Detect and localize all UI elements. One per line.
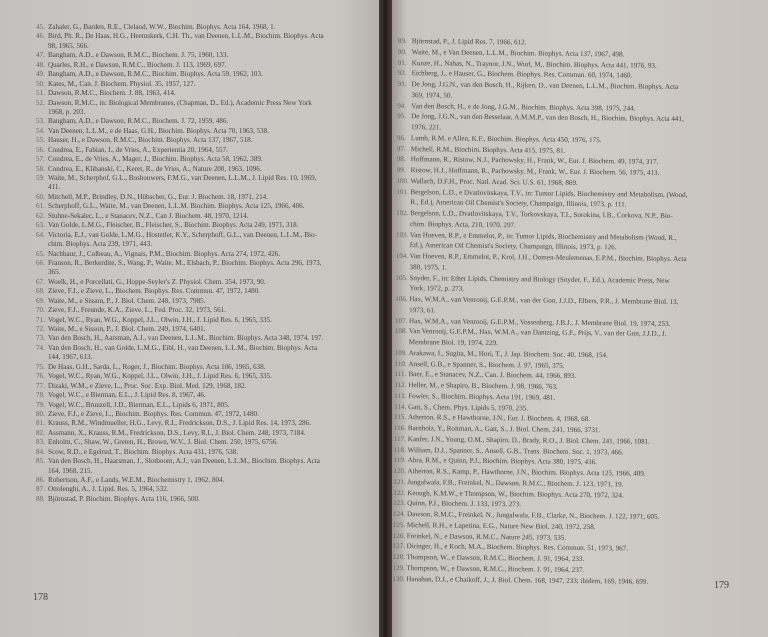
- reference-line: [36, 99, 324, 108]
- reference-entry: [36, 287, 324, 296]
- reference-number: 121.: [393, 477, 406, 486]
- reference-line: [36, 259, 324, 268]
- reference-text: Thompson, W., e Dawson, R.M.C., Biochem. J. 91, 1964, 233.: [406, 553, 585, 563]
- reference-text: De Jong, J.G.N., van den Bosch, H., Rijken, D., van Deenen, L.L.M., Biochim. Biophys. Acta: [411, 80, 679, 91]
- reference-text: Franson, R., Berkerdite, S., Wang, P., Waite, M., Elsbach, P., Biochim. Biophys. Acta 296, 1973,: [48, 258, 322, 267]
- reference-text: Victoria, E.J., van Golde, L.M.G., Hostetler, K.Y., Scherphoff, G.L., van Deenen, L.L.M., Bio-: [48, 230, 317, 239]
- reference-number: 92.: [397, 69, 407, 78]
- reference-text: Woelk, H., e Porcellati, G., Hoppe-Seyler's Z. Physiol. Chem. 354, 1973, 90.: [48, 277, 266, 286]
- reference-text: Vogel, W.C., Ryan, W.G., Koppel, J.L., Olwin, J.H., J. Lipid Res. 6, 1965, 335.: [48, 372, 272, 381]
- reference-number: 88.: [36, 494, 45, 503]
- reference-text: Van den Bosch, H., van Golde, L.M.G., Eibl, H., van Deenen, L.L.M., Biochim. Biophys. Acta: [48, 343, 318, 352]
- reference-text: Atherton, R.S., Kamp, P., Hawthorne, J.N., Biochim. Biophys. Acta 125, 1966, 409.: [407, 467, 646, 478]
- page-number: 178: [33, 592, 48, 603]
- reference-text: Vogel, W.C., Brunzell, J.D., Bierman, E.L., Lipids 6, 1971, 805.: [48, 400, 230, 409]
- reference-number: 76.: [36, 372, 45, 381]
- reference-text: Van Deenen, L.L.M., e de Haas, G.H., Biochim. Biophys. Acta 70, 1963, 538.: [48, 126, 270, 135]
- page-number: 179: [714, 580, 729, 591]
- reference-text: Kates, M., Can. J. Biochem. Physiol. 35, 1957, 127.: [48, 79, 196, 88]
- reference-number: 98.: [396, 155, 406, 164]
- reference-line: [36, 174, 324, 183]
- reference-continuation: Ed.), American Oil Chemist's Society, Champaign, Illinois, 1973, p. 126.: [409, 241, 617, 252]
- reference-text: Hoffmann, R., Ristow, N.J., Pachowsky, H., Frank, W., Eur. J. Biochem. 49, 1974, 317.: [410, 155, 659, 166]
- reference-line: [36, 193, 324, 202]
- reference-number: 115.: [393, 413, 407, 422]
- reference-line: [36, 278, 324, 287]
- reference-line: [36, 117, 324, 126]
- reference-entry: [36, 51, 324, 60]
- reference-entry: [36, 23, 324, 32]
- reference-text: Bangham, A.D., e Dawson, R.M.C., Biochem. J. 75, 1960, 133.: [48, 51, 229, 60]
- reference-line: [36, 32, 324, 41]
- reference-text: Arakawa, I., Sugita, M., Hori, T., J. Jap. Biochem. Soc. 40, 1968, 154.: [408, 348, 608, 359]
- reference-line: [36, 419, 324, 428]
- reference-number: 116.: [393, 423, 407, 433]
- reference-number: 85.: [36, 457, 45, 466]
- reference-number: 114.: [394, 402, 407, 411]
- reference-text: Björnstad, P., J. Lipid Res. 7, 1966, 612.: [411, 37, 527, 47]
- reference-text: Zieve, F.J., e Zieve, L., Biochim. Biophys. Res. Commun. 47, 1972, 1480.: [48, 409, 259, 418]
- reference-number: 56.: [36, 145, 45, 154]
- reference-text: Waite, M., e Van Deenen, L.L.M., Biochim. Biophys. Acta 137, 1967, 498.: [411, 47, 625, 59]
- reference-text: Baer, E., e Stanacev, N.Z., Can. J. Biochem. 44, 1966, 893.: [408, 370, 577, 381]
- reference-entry: [36, 221, 324, 230]
- reference-line: [36, 250, 324, 259]
- reference-line: [36, 495, 324, 504]
- reference-text: Quinn, P.J., Biochem. J. 133, 1973, 273.: [407, 499, 522, 509]
- reference-text: Jungalwala, F.B., Freinkel, N., Dawson, R.M.C., Biochem. J. 123, 1971, 19.: [407, 477, 624, 489]
- reference-text: Van Hoeven, R.P., e Emmelot, P., in: Tumor Lipids, Biochemistry and Metabolism (Wood, R.,: [409, 230, 677, 242]
- reference-text: Bergelson, L.D., Dvatlovitskaya, T.V., Torkovskaya, T.I., Sorokina, I.B., Corkova, N.P., Bio-: [410, 209, 673, 220]
- reference-number: 66.: [36, 258, 45, 267]
- reference-line: [36, 306, 324, 315]
- reference-text: Vogel, W.C., Ryan, W.G., Koppel, J.L., Olwin, J.H., J. Lipid Res. 6, 1965, 335.: [48, 315, 272, 324]
- reference-number: 100.: [396, 176, 409, 185]
- reference-text: De Haas, G.H., Sarda, L., Roger, J., Biochim. Biophys. Acta 106, 1965, 638.: [48, 362, 266, 371]
- reference-number: 80.: [36, 409, 45, 418]
- reference-number: 112.: [394, 380, 407, 390]
- reference-number: 90.: [397, 47, 407, 56]
- reference-text: Thompson, W., e Dawson, R.M.C., Biochem. J. 91, 1964, 237.: [406, 563, 585, 574]
- reference-continuation: 1976, 221.: [411, 123, 442, 132]
- reference-number: 126.: [392, 531, 406, 540]
- reference-line: [36, 146, 324, 155]
- reference-number: 69.: [36, 296, 45, 305]
- reference-line: [36, 212, 324, 221]
- reference-continuation: 1968, p. 203.: [48, 107, 86, 116]
- reference-line: [36, 155, 324, 164]
- reference-entry: [36, 316, 324, 325]
- reference-number: 127.: [392, 542, 406, 551]
- reference-text: Van den Bosch, H., e de Jong, J.G.M., Biochim. Biophys. Acta 398, 1975, 244.: [411, 101, 636, 112]
- reference-number: 72.: [36, 325, 45, 333]
- reference-entry: [36, 344, 324, 363]
- reference-entry: [395, 326, 686, 351]
- reference-text: Bird, Ph. R., De Haas, H.G., Heemskerk, C.H. Th., van Deenen, L.L.M., Biochim. Biophys. Acta: [48, 32, 324, 41]
- reference-number: 104.: [395, 251, 409, 261]
- reference-entry: [36, 495, 324, 504]
- reference-number: 48.: [36, 60, 45, 69]
- reference-number: 105.: [395, 273, 408, 282]
- reference-number: 62.: [36, 211, 45, 220]
- reference-continuation: chim. Biophys. Acta 239, 1971, 443.: [48, 240, 153, 249]
- reference-line: [36, 89, 324, 98]
- reference-text: Bangham, A.D., e Dawson, R.M.C., Biochem. J. 72, 1959, 486.: [48, 117, 229, 126]
- reference-continuation: 369, 1974, 50.: [411, 90, 453, 100]
- reference-entry: [396, 186, 687, 211]
- reference-number: 97.: [396, 144, 406, 153]
- reference-number: 125.: [392, 520, 406, 529]
- reference-entry: [36, 485, 324, 494]
- reference-text: Condrea, E., Klibanski, C., Keret, R., de Vries, A., Nature 200, 1963, 1096.: [48, 164, 262, 173]
- reference-entry: [36, 401, 324, 410]
- reference-number: 84.: [36, 447, 45, 456]
- reference-list: [392, 36, 689, 587]
- reference-entry: [36, 193, 324, 202]
- reference-text: Ansell, G.B., e Spanner, S., Biochem. J. 97, 1965, 375.: [408, 359, 565, 370]
- reference-entry: [36, 155, 324, 164]
- reference-text: Björnstad, P. Biochim. Biophys. Acta 116, 1966, 500.: [48, 494, 200, 503]
- reference-entry: [36, 136, 324, 145]
- reference-number: 52.: [36, 98, 45, 107]
- reference-text: Quarles, R.H., e Dawson, R.M.C., Biochem. J. 113, 1969, 697.: [48, 60, 227, 69]
- reference-line: [36, 391, 324, 400]
- reference-text: Ottolenghi, A., J. Lipid. Res. 5, 1964, 532.: [48, 485, 169, 494]
- reference-continuation: 98, 1965, 566.: [48, 41, 89, 50]
- reference-text: Mitchell, M.P., Brindley, D.N., Hübscher, G., Eur. J. Biochem. 18, 1971, 214.: [48, 192, 268, 201]
- reference-entry: [36, 174, 324, 193]
- reference-number: 50.: [36, 79, 45, 88]
- reference-continuation: R., Ed.), American Oil Chemist's Society, Champaign, Illinois, 1973, p. 111.: [410, 198, 627, 209]
- reference-number: 68.: [36, 287, 45, 296]
- reference-line: [36, 202, 324, 211]
- reference-text: Zahaler, G., Barden, R.E., Cleland, W.W., Biochim. Biophys. Acta 164, 1968, 1.: [48, 23, 276, 31]
- reference-number: 129.: [392, 563, 405, 572]
- reference-entry: [396, 251, 687, 276]
- reference-number: 54.: [36, 126, 45, 135]
- reference-continuation: 144, 1967, 613.: [48, 353, 93, 362]
- reference-entry: [396, 229, 687, 254]
- reference-text: Barnholz, Y., Roitman, A., Gatt, S., J. Biol. Chem. 241, 1966, 3731.: [407, 424, 601, 435]
- reference-number: 53.: [36, 117, 45, 126]
- reference-number: 58.: [36, 164, 45, 173]
- reference-text: Hanahan, D.J., e Chaikoff, J., J. Biol. Chem. 168, 1947, 233; ibidem, 169, 1946, 699.: [406, 574, 649, 586]
- reference-number: 78.: [36, 391, 45, 400]
- right-page: [392, 0, 768, 637]
- reference-text: Waite, M., e Sisson, P., J. Biol. Chem. 248, 1973, 7985.: [48, 296, 206, 305]
- reference-entry: [36, 325, 324, 334]
- reference-text: Hax, W.M.A., van Venrooij, G.E.P.M., van der Gon, J.J.D., Elbers, P.R., J. Membrane Biol. 13,: [409, 295, 679, 306]
- reference-text: Michell, R.H., e Lapetina, E.G., Nature New Biol. 240, 1972, 258.: [406, 520, 596, 531]
- reference-number: 91.: [397, 58, 407, 67]
- reference-continuation: chim. Biophys. Acta, 210, 1970, 297.: [409, 219, 516, 229]
- reference-number: 46.: [36, 32, 45, 41]
- reference-text: Keough, K.M.W., e Thompson, W., Biochim. Biophys. Acta 270, 1972, 324.: [407, 488, 624, 499]
- reference-line: [36, 438, 324, 447]
- reference-entry: [36, 306, 324, 315]
- reference-line: [36, 61, 324, 70]
- reference-text: Nachbaur, J., Colbeau, A., Vignais, P.M., Biochim. Biophys. Acta 274, 1972, 426.: [48, 249, 281, 258]
- reference-text: Dawson, R.M.C., Freinkel, N., Jungalwala, F.B., Clarke, N., Biochem. J. 122, 1971, 605.: [406, 510, 660, 521]
- reference-number: 61.: [36, 202, 45, 211]
- reference-number: 82.: [36, 428, 45, 437]
- reference-text: De Jong, J.G.N., van den Besselaar, A.M.M.P., van den Bosch, H., Biochim. Biophys. Acta 441,: [411, 112, 684, 124]
- reference-line: [36, 372, 324, 381]
- reference-number: 102.: [396, 208, 409, 218]
- reference-text: Zieve, F.J., Freunde, K.A., Zieve, L., Fed. Proc. 32, 1973, 561.: [48, 306, 226, 315]
- reference-text: Waite, M., e Sisson, P., J. Biol. Chem. 249, 1974, 6401.: [48, 325, 206, 333]
- reference-text: Eichberg, J., e Hauser, G., Biochem. Biophys. Res. Commun. 60, 1974, 1460.: [411, 69, 633, 80]
- reference-text: Snyder, F., in: Ether Lipids, Chemistry and Biology (Snyder, F., Ed.), Academic Press, New: [409, 273, 670, 285]
- reference-line: [36, 448, 324, 457]
- reference-entry: [36, 80, 324, 89]
- reference-entry: [36, 32, 324, 51]
- reference-line: [36, 344, 324, 353]
- reference-line: [36, 401, 324, 410]
- reference-entry: [36, 117, 324, 126]
- reference-number: 113.: [394, 391, 407, 400]
- reference-entry: [395, 272, 686, 297]
- reference-line: [36, 410, 324, 419]
- reference-text: Van den Bosch, H., Haarsman, J., Slotboom, A.J., van Deenen, L.L.M., Biochim. Biophys. Acta: [48, 457, 320, 466]
- reference-number: 120.: [393, 466, 406, 476]
- reference-text: Fowler, S., Biochim. Biophys. Acta 191, 1969, 481.: [408, 391, 556, 402]
- reference-line: [36, 127, 324, 136]
- reference-text: Scow, R.D., e Egelrud, T., Biochim. Biophys. Acta 431, 1976, 538.: [48, 447, 239, 456]
- reference-entry: [36, 127, 324, 136]
- reference-entry: [397, 111, 688, 136]
- reference-text: Vogel, W.C., e Bierman, E.L., J. Lipid Res. 8, 1967, 46.: [48, 391, 206, 400]
- reference-line: [36, 136, 324, 145]
- reference-entry: [36, 476, 324, 485]
- reference-text: Hauser, H., e Dawson, R.M.C., Biochim. Biophys. Acta 137, 1967, 518.: [48, 136, 253, 145]
- reference-text: Condrea, E., de Vries, A., Mager, J., Biochim. Biophys. Acta 58, 1962, 389.: [48, 155, 263, 164]
- reference-line: [36, 363, 324, 372]
- reference-entry: [36, 89, 324, 98]
- reference-entry: [36, 448, 324, 457]
- reference-entry: [36, 202, 324, 211]
- reference-text: Hax, W.M.A., van Venrooij, G.E.P.M., Vossenberg, J.B.J., J. Membrane Biol. 19, 1974, 253.: [408, 316, 671, 328]
- reference-text: Diringer, H., e Koch, M.A., Biochem. Biophys. Res. Commun. 51, 1973, 967.: [406, 542, 629, 553]
- reference-text: Wallach, D.F.H., Proc. Natl. Acad. Sci. U.S. 61, 1968, 869.: [410, 176, 578, 187]
- reference-line: [36, 165, 324, 174]
- reference-entry: [36, 363, 324, 372]
- reference-continuation: 380, 1975, 1.: [409, 262, 447, 272]
- reference-continuation: York, 1972, p. 273.: [409, 284, 465, 293]
- reference-number: 55.: [36, 136, 45, 145]
- reference-text: Scherphoff, G.L., Waite, M., van Deenen, L.L.M. Biochim. Biophys. Acta 125, 1966, 406.: [48, 202, 305, 211]
- reference-number: 99.: [396, 165, 406, 175]
- reference-number: 47.: [36, 51, 45, 60]
- reference-number: 86.: [36, 476, 45, 484]
- reference-number: 79.: [36, 400, 45, 409]
- reference-entry: [395, 294, 686, 319]
- reference-list: [36, 23, 324, 504]
- left-page: [0, 0, 379, 637]
- reference-text: Heller, M., e Shapiro, B., Biochem. J. 98, 1966, 763.: [408, 381, 558, 391]
- reference-number: 81.: [36, 419, 45, 428]
- reference-number: 122.: [393, 488, 406, 497]
- reference-entry: [36, 297, 324, 306]
- reference-line: [36, 221, 324, 230]
- reference-entry: [392, 573, 683, 587]
- reference-number: 117.: [393, 434, 406, 443]
- reference-text: Van Hoeven, R.P., Emmelot, P., Krol, J.H., Oomen-Meulemenas, E.P.M., Biochim. Biophys. Acta: [409, 252, 687, 264]
- reference-number: 130.: [392, 574, 405, 583]
- reference-entry: [36, 278, 324, 287]
- reference-text: Kunze, H., Nahas, N., Traynor, J.N., Wurl, M., Biochim. Biophys. Acta 441, 1976, 93.: [411, 58, 657, 70]
- reference-text: Waite, M., Scherphof, G.L., Boshouwers, F.M.G., van Deenen, L.L.M., J. Lipid Res. 10, 1969,: [48, 174, 317, 182]
- reference-number: 103.: [395, 230, 409, 239]
- reference-line: [36, 231, 324, 240]
- reference-number: 65.: [36, 249, 45, 258]
- reference-text: Enholm, C., Shaw, W., Greten, H., Brown, W.V., J. Biol. Chem. 250, 1975, 6756.: [48, 438, 278, 447]
- reference-text: Bergelson, L.D., e Dvatlovitskaya, T.V., in: Tumor Lipids, Biochemistry and Metabolism, (Wood,: [410, 187, 688, 199]
- reference-entry: [36, 334, 324, 343]
- reference-number: 107.: [394, 316, 408, 325]
- reference-number: 70.: [36, 306, 45, 315]
- reference-text: Van den Bosch, H., Aarsman, A.J., van Deenen, L.L.M., Biochim. Biophys. Acta 348, 1974, 197.: [48, 334, 324, 343]
- reference-entry: [36, 382, 324, 391]
- reference-number: 73.: [36, 334, 45, 343]
- reference-entry: [36, 146, 324, 155]
- reference-number: 111.: [394, 370, 407, 379]
- reference-entry: [397, 79, 688, 104]
- reference-entry: [36, 438, 324, 447]
- reference-text: Assmann, X., Krauss, R.M., Fredrickson, D.S., Levy, R.I., J. Biol. Chem. 248, 1973, 7184.: [48, 428, 306, 437]
- reference-entry: [36, 419, 324, 428]
- reference-number: 110.: [394, 359, 407, 368]
- reference-text: Ristow, H.J., Hoffmann, R., Pachowsky, M., Frank, W., Eur. J. Biochem. 56, 1975, 413.: [410, 166, 660, 177]
- reference-line: [36, 287, 324, 296]
- reference-text: Freinkel, N., e Dawson, R.M.C., Nature 245, 1973, 535.: [406, 531, 567, 542]
- reference-number: 89.: [397, 36, 407, 46]
- reference-number: 57.: [36, 155, 45, 164]
- reference-line: [36, 80, 324, 89]
- book-gutter: [379, 0, 392, 637]
- reference-entry: [36, 391, 324, 400]
- reference-text: William, D.J., Spanner, S., Ansell, G.B., Trans. Biochem. Soc. 1, 1973, 466.: [407, 445, 624, 456]
- reference-text: Atherton, R.S., e Hawthorne, J.N., Eur. J. Biochem. 4, 1968, 68.: [407, 413, 591, 424]
- reference-line: [36, 429, 324, 438]
- reference-continuation: 164, 1968, 215.: [48, 466, 93, 475]
- reference-entry: [36, 259, 324, 278]
- reference-line: [36, 476, 324, 485]
- reference-number: 87.: [36, 485, 45, 494]
- reference-number: 124.: [392, 509, 406, 519]
- reference-text: Van Venrooij, G.E.P.M., Hax, W.M.A., van Dantzing, G.F., Prijs, V., van der Gon, J.J.D., J.: [408, 327, 667, 339]
- reference-text: Kanfer, J.N., Young, O.M., Shapiro, D., Brady, R.O., J. Biol. Chem. 241, 1966, 1081.: [407, 434, 651, 446]
- reference-number: 96.: [396, 133, 406, 142]
- reference-number: 71.: [36, 315, 45, 324]
- reference-text: Dawson, R.M.C., Biochem. J. 88, 1963, 414.: [48, 89, 176, 98]
- reference-continuation: 1973, 61.: [409, 305, 436, 315]
- reference-entry: [36, 457, 324, 476]
- reference-line: [36, 70, 324, 79]
- reference-number: 64.: [36, 230, 45, 239]
- reference-line: [36, 23, 324, 32]
- reference-number: 119.: [393, 456, 406, 465]
- reference-entry: [36, 61, 324, 70]
- reference-number: 67.: [36, 277, 45, 286]
- reference-number: 109.: [394, 348, 408, 357]
- reference-continuation: 365.: [48, 268, 61, 277]
- reference-text: Stuhne-Sekalec, L., e Stanacev, N.Z., Can J. Biochem. 48, 1970, 1214.: [48, 211, 249, 220]
- reference-number: 128.: [392, 552, 406, 562]
- reference-number: 108.: [394, 327, 408, 336]
- reference-text: Robertson, A.F., e Lands, W.E.M., Biochemistry 1, 1962, 804.: [48, 476, 225, 484]
- reference-line: [392, 573, 683, 587]
- reference-line: [36, 297, 324, 306]
- reference-text: Dizaki, W.M., e Zieve, L., Proc. Soc. Exp. Biol. Med. 129, 1968, 182.: [48, 381, 247, 390]
- reference-number: 93.: [397, 79, 407, 89]
- reference-number: 75.: [36, 362, 45, 371]
- reference-number: 59.: [36, 174, 45, 182]
- reference-text: Van Golde, L.M.G., Fleischer, B., Fleischer, S., Biochim. Biophys. Acta 249, 1971, 318.: [48, 221, 299, 230]
- reference-number: 106.: [395, 294, 408, 304]
- reference-entry: [36, 70, 324, 79]
- reference-entry: [36, 250, 324, 259]
- reference-text: Zieve, F.J., e Zieve, L., Biochem. Biophys. Res. Commun. 47, 1972, 1480.: [48, 287, 261, 296]
- reference-number: 77.: [36, 381, 45, 390]
- reference-line: [36, 457, 324, 466]
- reference-entry: [36, 372, 324, 381]
- reference-text: Abra, R.M., e Quinn, P.J., Biochim. Biophys. Acta 380, 1975, 436.: [407, 456, 597, 467]
- reference-text: Dawson, R.M.C., in: Biological Membranes, (Chapman, D., Ed.), Academic Press New York: [48, 98, 312, 107]
- reference-line: [36, 382, 324, 391]
- reference-entry: [36, 429, 324, 438]
- reference-line: [36, 316, 324, 325]
- reference-number: 60.: [36, 192, 45, 201]
- reference-text: Gatt, S., Chem. Phys. Lipids 5, 1970, 235.: [408, 402, 529, 412]
- reference-number: 101.: [396, 187, 409, 196]
- reference-entry: [36, 165, 324, 174]
- reference-text: Lumb, R.M. e Allen, K.F., Biochim. Biophys. Acta 450, 1976, 175.: [410, 133, 602, 144]
- reference-number: 63.: [36, 221, 45, 230]
- reference-number: 74.: [36, 343, 45, 352]
- reference-number: 51.: [36, 89, 45, 98]
- reference-number: 118.: [393, 445, 406, 454]
- reference-entry: [396, 208, 687, 233]
- reference-entry: [36, 231, 324, 250]
- reference-text: Bangham, A.D., e Dawson, R.M.C., Biochim. Biophys. Acta 59, 1962, 103.: [48, 70, 263, 79]
- reference-number: 95.: [397, 112, 407, 121]
- reference-text: Michell, R.M., Biochim. Biophys. Acta 415, 1975, 81.: [410, 144, 566, 155]
- reference-line: [36, 51, 324, 60]
- reference-line: [36, 485, 324, 494]
- reference-entry: [36, 212, 324, 221]
- reference-number: 45.: [36, 23, 45, 31]
- reference-entry: [36, 410, 324, 419]
- reference-number: 94.: [397, 101, 407, 110]
- reference-text: Condrea, E., Fabian, I., de Vries, A., Experientia 20, 1964, 557.: [48, 145, 228, 154]
- reference-line: [36, 325, 324, 334]
- reference-continuation: Membrane Biol. 19, 1974, 229.: [408, 338, 498, 348]
- reference-entry: [36, 99, 324, 118]
- reference-number: 49.: [36, 70, 45, 79]
- reference-continuation: 411.: [48, 183, 61, 192]
- reference-text: Krauss, R.M., Windmueller, H.G., Levy, R.I., Fredrickson, D.S., J. Lipid Res. 14, 1973, 286.: [48, 419, 311, 428]
- reference-number: 83.: [36, 438, 45, 447]
- reference-number: 123.: [393, 499, 406, 508]
- reference-line: [36, 334, 324, 343]
